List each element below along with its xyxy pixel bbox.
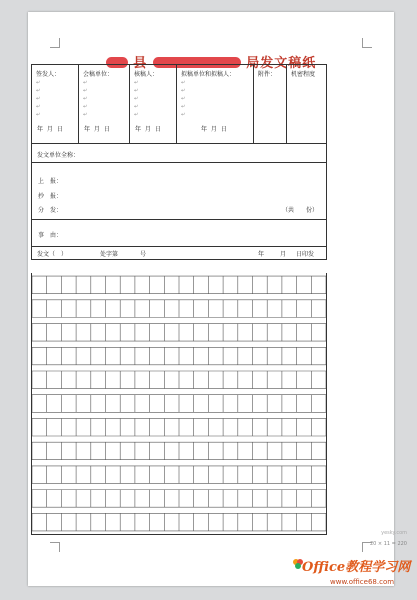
signature-row	[32, 65, 326, 144]
send-label: 分 发：	[38, 207, 63, 214]
copies-count: （共 份）	[281, 207, 318, 214]
number-label: 号	[140, 251, 147, 258]
brand-name: Office教程学习网	[302, 560, 411, 575]
distribution-row[interactable]	[32, 163, 326, 220]
report-label: 上 报：	[38, 178, 63, 185]
date-field: 年 月 日	[135, 126, 161, 133]
year-label: 年	[258, 251, 265, 258]
date-field: 年 月 日	[201, 126, 227, 133]
form-table	[31, 64, 327, 260]
copy-label: 抄 报：	[38, 193, 63, 200]
cell-label: 核稿人：	[134, 71, 159, 78]
cell-confidentiality[interactable]	[287, 65, 326, 143]
title-suffix: 局发文稿纸	[246, 56, 317, 71]
brand-url: www.office68.com	[330, 578, 395, 586]
month-label: 月	[280, 251, 287, 258]
document-number-row[interactable]	[32, 247, 326, 259]
subject-label: 事 由：	[38, 232, 63, 239]
title-county: 县	[133, 56, 148, 71]
subject-row[interactable]	[32, 220, 326, 247]
doc-label: 发文（ ）	[37, 251, 68, 258]
date-field: 年 月 日	[84, 126, 110, 133]
date-field: 年 月 日	[37, 126, 63, 133]
cell-label: 机密程度	[291, 71, 316, 78]
cell-signer[interactable]: 签发人： ↵ ↵ ↵ ↵ ↵ 年 月 日	[32, 65, 79, 143]
cell-label: 附件：	[258, 71, 277, 78]
watermark: yesky.com	[381, 530, 407, 536]
issuer-row[interactable]	[32, 144, 326, 163]
cell-label: 签发人：	[36, 71, 61, 78]
margin-mark-top-left	[50, 38, 60, 48]
issuer-label: 发文单位全称：	[37, 152, 80, 159]
printed-label: 日印发	[296, 251, 315, 258]
cell-attachment[interactable]	[254, 65, 287, 143]
brand-logo	[302, 556, 410, 575]
word-label: 处字第	[100, 251, 119, 258]
grid-lines	[32, 273, 326, 534]
margin-mark-bottom-left	[50, 542, 60, 552]
cell-label: 会稿单位：	[83, 71, 114, 78]
cell-reviewer[interactable]: 核稿人： ↵ ↵ ↵ ↵ ↵ 年 月 日	[130, 65, 177, 143]
cell-drafter[interactable]: 拟稿单位和拟稿人： ↵ ↵ ↵ ↵ ↵ 年 月 日	[177, 65, 254, 143]
cell-cosign-unit[interactable]: 会稿单位： ↵ ↵ ↵ ↵ ↵ 年 月 日	[79, 65, 130, 143]
margin-mark-top-right	[362, 38, 372, 48]
grid-count-note: 20 × 11 = 220	[369, 541, 407, 547]
manuscript-grid[interactable]	[31, 273, 327, 535]
cell-label: 拟稿单位和拟稿人：	[181, 71, 236, 78]
